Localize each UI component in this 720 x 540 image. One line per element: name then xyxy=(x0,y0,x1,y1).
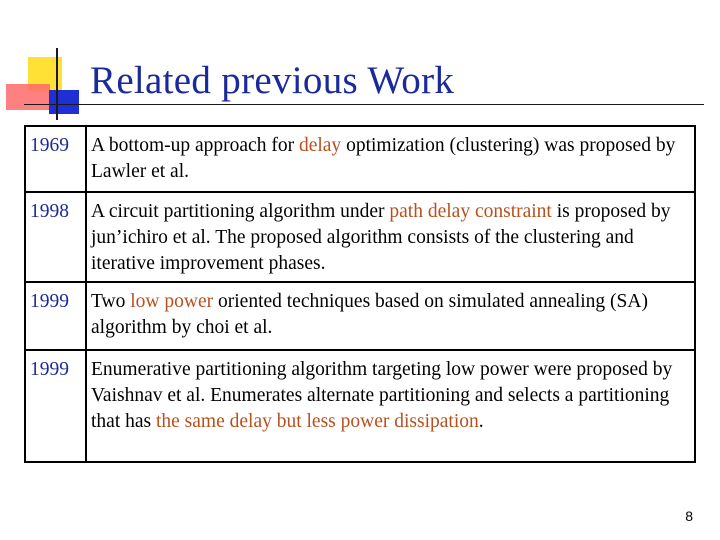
event-year: 1969 xyxy=(25,126,86,192)
event-text: is proposed by jun’ichiro et al. The proposed algorithm consists of the clustering and iterative improvement phases. xyxy=(91,201,671,274)
table-row xyxy=(25,192,695,282)
logo-blue-square xyxy=(49,90,79,114)
event-description xyxy=(86,192,695,282)
event-text: Two xyxy=(91,291,131,312)
table-row xyxy=(25,350,695,462)
event-year: 1999 xyxy=(25,282,86,350)
event-text: A bottom-up approach for xyxy=(91,135,299,156)
event-highlight: low power xyxy=(130,291,214,312)
title-horizontal-rule xyxy=(24,104,704,105)
event-text: A circuit partitioning algorithm under xyxy=(91,201,390,222)
table-row xyxy=(25,126,695,192)
event-highlight: the same delay but less power dissipation xyxy=(155,411,479,432)
event-year: 1999 xyxy=(25,350,86,462)
event-description xyxy=(86,350,695,462)
title-vertical-rule xyxy=(56,48,58,120)
events-table xyxy=(24,125,696,463)
table-row xyxy=(25,282,695,350)
event-text: oriented techniques based on simulated annealing (SA) algorithm by choi et al. xyxy=(91,291,648,338)
event-year: 1998 xyxy=(25,192,86,282)
page-number: 8 xyxy=(685,508,693,524)
event-text: . xyxy=(478,411,484,432)
event-description xyxy=(86,282,695,350)
logo-red-square xyxy=(6,84,50,110)
event-description xyxy=(86,126,695,192)
event-highlight: delay xyxy=(298,135,342,156)
event-text: optimization (clustering) was proposed by Lawler et al. xyxy=(91,135,676,182)
event-highlight: path delay constraint xyxy=(389,201,552,222)
event-text: Enumerative partitioning algorithm targeting low power were proposed by Vaishnav et al. Enumerates alternate partitioning and selects a partitioning that has xyxy=(91,359,673,432)
slide-title: Related previous Work xyxy=(90,59,455,102)
